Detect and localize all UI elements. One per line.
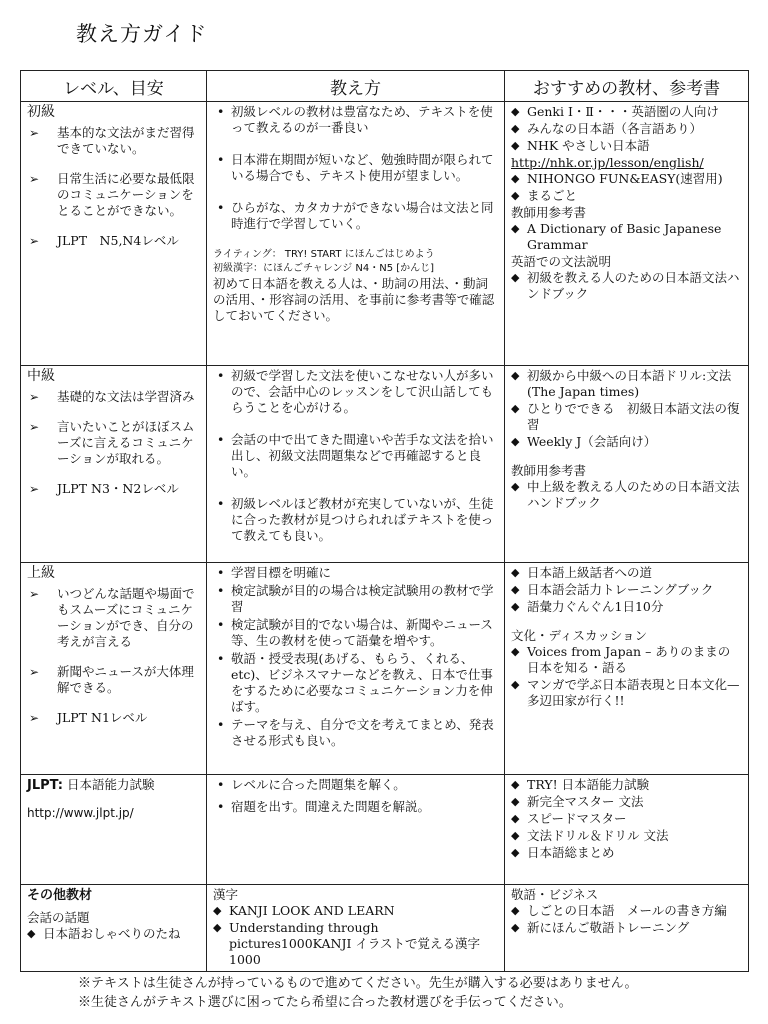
method-item: • 日本滞在期間が短いなど、勉強時間が限られている場合でも、テキスト使用が望ましい。 (213, 152, 498, 184)
material-item: ◆ みんなの日本語（各言語あり） (511, 121, 742, 137)
advanced-level-cell (21, 563, 207, 775)
criteria-item: ➢ 基礎的な文法は学習済み (27, 389, 200, 405)
material-item: ◆ Understanding through pictures1000KANJI イラストで覚える漢字1000 (213, 920, 498, 968)
intermediate-materials-list (511, 368, 742, 450)
kanji-list (213, 903, 498, 968)
material-item: ◆ 語彙力ぐんぐん1日10分 (511, 599, 742, 615)
jlpt-method-list (213, 777, 498, 815)
beginner-method-list (213, 104, 498, 232)
material-item: ◆ 初級から中級への日本語ドリル:文法 (The Japan times) (511, 368, 742, 400)
material-item: ◆ 日本語総まとめ (511, 845, 742, 861)
method-item: • 初級レベルほど教材が充実していないが、生徒に合った教材が見つけられればテキストを使って教えても良い。 (213, 496, 498, 544)
business-label: 敬語・ビジネス (511, 887, 599, 902)
jlpt-label (27, 777, 200, 794)
material-item: ◆ しごとの日本語 メールの書き方編 (511, 903, 742, 919)
advanced-level-label: 上級 (27, 565, 55, 581)
material-item: ◆ TRY! 日本語能力試験 (511, 777, 742, 793)
material-item: ◆ Weekly J（会話向け） (511, 434, 742, 450)
jlpt-link[interactable]: http://www.jlpt.jp/ (27, 806, 134, 820)
material-item: ◆ Voices from Japan – ありのままの日本を知る・語る (511, 644, 742, 676)
advanced-method-cell (207, 563, 505, 775)
teacher-ref-list (511, 479, 742, 511)
material-item: ◆ スピードマスター (511, 811, 742, 827)
culture-ref-list (511, 644, 742, 709)
row-other (21, 885, 749, 972)
material-item: ◆ NIHONGO FUN&EASY(速習用) (511, 171, 742, 187)
footer-notes (78, 974, 638, 1012)
beginner-materials-cell (505, 102, 749, 366)
material-item: ◆ 日本語上級話者への道 (511, 565, 742, 581)
method-item: • テーマを与え、自分で文を考えてまとめ、発表させる形式も良い。 (213, 717, 498, 749)
beginner-level-label: 初級 (27, 104, 55, 120)
teacher-ref-list (511, 221, 742, 253)
kanji-label: 漢字 (213, 887, 239, 902)
method-item: • 会話の中で出てきた間違いや苦手な文法を拾い出し、初級文法問題集などで再確認すると良い。 (213, 432, 498, 480)
header-method: 教え方 (207, 71, 505, 102)
material-item: ◆ 日本語おしゃべりのたね (27, 926, 200, 942)
intermediate-level-cell (21, 366, 207, 563)
criteria-item: ➢ 新聞やニュースが大体理解できる。 (27, 664, 200, 696)
row-advanced (21, 563, 749, 775)
jlpt-label-prefix: JLPT: (27, 778, 64, 793)
advanced-materials-list (511, 565, 742, 615)
page-title: 教え方ガイド (76, 22, 208, 46)
conversation-topic-label: 会話の話題 (27, 910, 90, 925)
beginner-level-cell (21, 102, 207, 366)
criteria-item: ➢ JLPT N3・N2レベル (27, 481, 200, 497)
method-item: • 学習目標を明確に (213, 565, 498, 581)
beginner-materials-list (511, 104, 742, 154)
jlpt-materials-list (511, 777, 742, 861)
material-item: ◆ 新完全マスター 文法 (511, 794, 742, 810)
row-beginner (21, 102, 749, 366)
method-item: • 敬語・授受表現(あげる、もらう、くれる、etc)、ビジネスマナーなどを教え、日本で仕事をするために必要なコミュニケーション力を伸ばす。 (213, 651, 498, 715)
material-item: ◆ 中上級を教える人のための日本語文法ハンドブック (511, 479, 742, 511)
intermediate-criteria-list (27, 389, 200, 497)
material-item: ◆ NHK やさしい日本語 (511, 138, 742, 154)
material-item: ◆ 初級を教える人のための日本語文法ハンドブック (511, 270, 742, 302)
business-list (511, 903, 742, 936)
footer-note: ※生徒さんがテキスト選びに困ってたら希望に合った教材選びを手伝ってください。 (78, 995, 572, 1010)
advanced-materials-cell (505, 563, 749, 775)
method-item: • 検定試験が目的でない場合は、新聞やニュース等、生の教材を使って語彙を増やす。 (213, 617, 498, 649)
criteria-item: ➢ 言いたいことがほぼスムーズに言えるコミュニケーションが取れる。 (27, 419, 200, 467)
teaching-guide-table (20, 70, 749, 972)
advanced-criteria-list (27, 586, 200, 726)
culture-label: 文化・ディスカッション (511, 628, 648, 643)
business-cell (505, 885, 749, 972)
header-level: レベル、目安 (21, 71, 207, 102)
criteria-item: ➢ JLPT N5,N4レベル (27, 233, 200, 249)
kanji-cell (207, 885, 505, 972)
kanji-material-line: 初級漢字：にほんごチャレンジ N4・N5 [かんじ] (213, 263, 435, 274)
material-item: ◆ KANJI LOOK AND LEARN (213, 903, 498, 919)
english-ref-list (511, 270, 742, 302)
teacher-ref-label: 教師用参考書 (511, 463, 587, 478)
method-item: • 初級で学習した文法を使いこなせない人が多いので、会話中心のレッスンをして沢山話してもらうことを心がける。 (213, 368, 498, 416)
material-item: ◆ まるごと (511, 188, 742, 204)
advanced-method-list (213, 565, 498, 749)
beginner-method-cell (207, 102, 505, 366)
method-item: • 検定試験が目的の場合は検定試験用の教材で学習 (213, 583, 498, 615)
material-item: ◆ 新にほんご敬語トレーニング (511, 920, 742, 936)
intermediate-method-cell (207, 366, 505, 563)
row-jlpt (21, 775, 749, 885)
teacher-ref-label: 教師用参考書 (511, 205, 587, 220)
beginner-criteria-list (27, 125, 200, 249)
material-item: ◆ 文法ドリル＆ドリル 文法 (511, 828, 742, 844)
material-item: ◆ マンガで学ぶ日本語表現と日本文化—多辺田家が行く!! (511, 677, 742, 709)
other-level-cell (21, 885, 207, 972)
jlpt-level-cell (21, 775, 207, 885)
nhk-link[interactable]: http://nhk.or.jp/lesson/english/ (511, 155, 704, 170)
criteria-item: ➢ 基本的な文法がまだ習得できていない。 (27, 125, 200, 157)
jlpt-label-jp: 日本語能力試験 (67, 777, 155, 792)
intermediate-level-label: 中級 (27, 368, 55, 384)
criteria-item: ➢ 日常生活に必要な最低限のコミュニケーションをとることができない。 (27, 171, 200, 219)
intermediate-materials-cell (505, 366, 749, 563)
jlpt-materials-cell (505, 775, 749, 885)
intermediate-method-list (213, 368, 498, 544)
criteria-item: ➢ JLPT N1レベル (27, 710, 200, 726)
writing-material-line: ライティング： TRY! START にほんごはじめよう (213, 249, 435, 260)
other-label: その他教材 (27, 888, 93, 903)
beginner-materials-list-2 (511, 171, 742, 204)
header-row (21, 71, 749, 102)
method-item: • レベルに合った問題集を解く。 (213, 777, 498, 793)
method-item: • 宿題を出す。間違えた問題を解説。 (213, 799, 498, 815)
conversation-list (27, 926, 200, 942)
row-intermediate (21, 366, 749, 563)
footer-note: ※テキストは生徒さんが持っているもので進めてください。先生が購入する必要はありません。 (78, 976, 638, 991)
method-item: • 初級レベルの教材は豊富なため、テキストを使って教えるのが一番良い (213, 104, 498, 136)
jlpt-method-cell (207, 775, 505, 885)
material-item: ◆ ひとりでできる 初級日本語文法の復習 (511, 401, 742, 433)
material-item: ◆ Genki Ⅰ・Ⅱ・・・英語圏の人向け (511, 104, 742, 120)
material-item: ◆ 日本語会話力トレーニングブック (511, 582, 742, 598)
criteria-item: ➢ いつどんな話題や場面でもスムーズにコミュニケーションができ、自分の考えが言える (27, 586, 200, 650)
method-item: • ひらがな、カタカナができない場合は文法と同時進行で学習していく。 (213, 200, 498, 232)
beginner-note: 初めて日本語を教える人は、・助詞の用法、・動詞の活用、・形容詞の活用、を事前に参考書等で確認しておいてください。 (213, 276, 495, 323)
material-item: ◆ A Dictionary of Basic Japanese Grammar (511, 221, 742, 253)
english-grammar-label: 英語での文法説明 (511, 254, 612, 269)
header-materials: おすすめの教材、参考書 (505, 71, 749, 102)
